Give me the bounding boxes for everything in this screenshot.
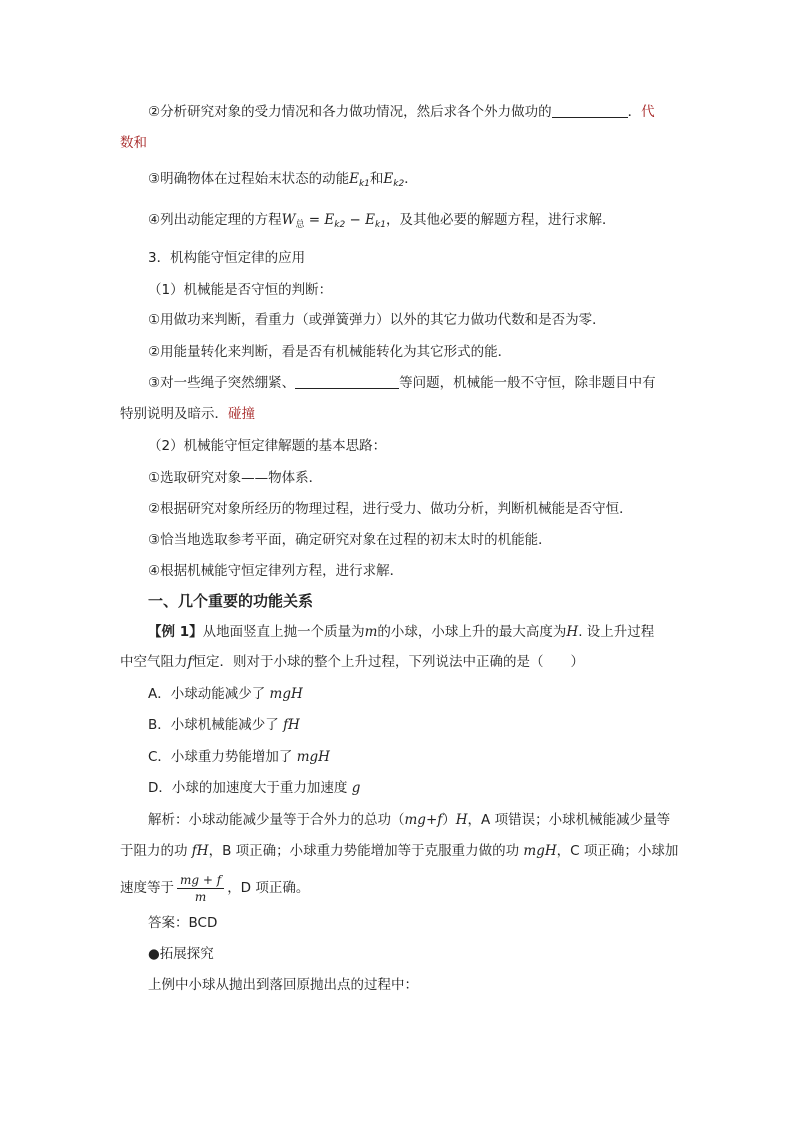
answer-line: 答案：BCD	[148, 915, 218, 931]
fill-blank-2[interactable]	[295, 374, 399, 389]
method-step-3: ③恰当地选取参考平面，确定研究对象在过程的初末太时的机能能．	[148, 532, 552, 548]
fill-blank[interactable]	[552, 103, 628, 118]
example-tag: 【例 1】	[148, 624, 203, 640]
section-3-2-title: （2）机械能守恒定律解题的基本思路：	[148, 438, 387, 454]
answer-text-2: 碰撞	[228, 406, 255, 422]
option-a: A．小球动能减少了 mgH	[148, 686, 303, 702]
solution-line1: 解析：小球动能减少量等于合外力的总功（mg+f）H，A 项错误；小球机械能减少量等	[148, 812, 671, 828]
answer-text: 代	[641, 104, 655, 120]
solution-line2: 于阻力的功 fH，B 项正确；小球重力势能增加等于克服重力做的功 mgH，C 项正确；小球加	[120, 843, 679, 859]
paragraph-step3: ③明确物体在过程始末状态的动能$E_{k1}$和$E_{k2}$．	[148, 171, 418, 189]
step2-text: ②分析研究对象的受力情况和各力做功情况，然后求各个外力做功的	[148, 104, 552, 120]
section-3-title: 3．机构能守恒定律的应用	[148, 250, 306, 266]
criterion-2: ②用能量转化来判断，看是否有机械能转化为其它形式的能．	[148, 344, 512, 360]
expand-title: ●拓展探究	[148, 946, 214, 962]
solution-line3: 速度等于 $\frac{mg + f}{m}$ ，D 项正确。	[120, 872, 310, 904]
criterion-3: ③对一些绳子突然绷紧、 等问题，机械能一般不守恒，除非题目中有	[148, 375, 656, 391]
example-1-line1: 【例 1】从地面竖直上抛一个质量为m的小球，小球上升的最大高度为H. 设上升过程	[148, 624, 655, 640]
criterion-3-cont: 特别说明及暗示．碰撞	[120, 406, 255, 422]
criterion-1: ①用做功来判断，看重力（或弹簧弹力）以外的其它力做功代数和是否为零．	[148, 312, 606, 328]
answer-continuation: 数和	[120, 135, 147, 151]
option-c: C．小球重力势能增加了 mgH	[148, 749, 330, 765]
option-b: B．小球机械能减少了 fH	[148, 717, 300, 733]
method-step-2: ②根据研究对象所经历的物理过程，进行受力、做功分析，判断机械能是否守恒．	[148, 501, 633, 517]
option-d: D．小球的加速度大于重力加速度 g	[148, 780, 361, 796]
method-step-1: ①选取研究对象——物体系．	[148, 470, 323, 486]
fraction: $\frac{mg + f}{m}$	[177, 872, 224, 905]
section-3-1-title: （1）机械能是否守恒的判断：	[148, 282, 333, 298]
paragraph-step4: ④列出动能定理的方程$W_总 = E_{k2} - E_{k1}$，及其他必要的解题方程，进行求解．	[148, 212, 616, 230]
expand-question: 上例中小球从抛出到落回原抛出点的过程中：	[148, 977, 418, 993]
section-heading: 一、几个重要的功能关系	[148, 592, 314, 610]
paragraph-step2: ②分析研究对象的受力情况和各力做功情况，然后求各个外力做功的 ．代	[148, 104, 655, 120]
method-step-4: ④根据机械能守恒定律列方程，进行求解．	[148, 563, 404, 579]
example-1-line2: 中空气阻力f恒定．则对于小球的整个上升过程，下列说法中正确的是（ ）	[120, 654, 584, 670]
